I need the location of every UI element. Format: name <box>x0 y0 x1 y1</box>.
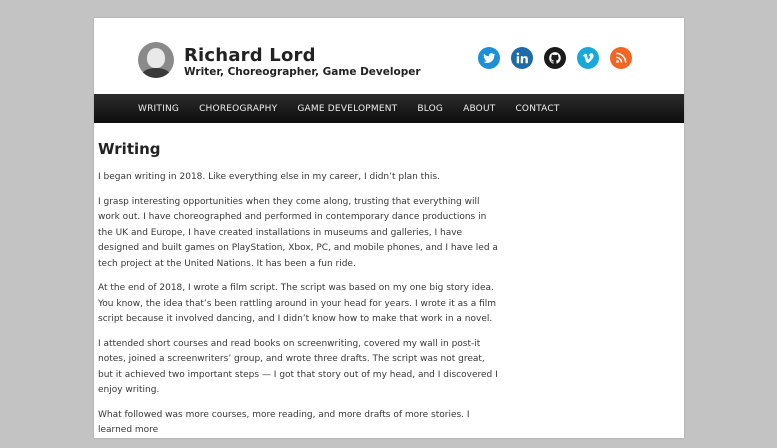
paragraph: I grasp interesting opportunities when they come along, trusting that everything will work out. I have choreographed and performed in contemporary dance productions in the UK and Europe, I have created installations in museums and galleries, I have designed and built games on PlayStation, Xbox, PC, and mobile phones, and I have led a tech project at the United Nations. It has been a fun ride. <box>98 196 498 269</box>
github-icon[interactable] <box>544 47 566 69</box>
main-nav <box>94 94 684 123</box>
github-octocat-shape <box>548 51 562 65</box>
nav-item-game-development[interactable]: GAME DEVELOPMENT <box>297 103 398 114</box>
twitter-bird-shape <box>482 51 496 65</box>
vimeo-shape <box>581 51 595 65</box>
site-title[interactable]: Richard Lord <box>184 45 316 66</box>
avatar-body <box>142 68 170 78</box>
linkedin-shape <box>515 51 529 65</box>
avatar-face <box>147 48 165 68</box>
social-links <box>478 47 632 69</box>
page-heading: Writing <box>98 140 161 158</box>
twitter-icon[interactable] <box>478 47 500 69</box>
site-tagline: Writer, Choreographer, Game Developer <box>184 66 421 78</box>
paragraph: What followed was more courses, more reading, and more drafts of more stories. I learned more <box>98 409 470 435</box>
rss-icon[interactable] <box>610 47 632 69</box>
nav-item-choreography[interactable]: CHOREOGRAPHY <box>199 103 278 114</box>
linkedin-icon[interactable] <box>511 47 533 69</box>
article-content <box>98 140 498 448</box>
nav-item-writing[interactable]: WRITING <box>138 103 180 114</box>
vimeo-icon[interactable] <box>577 47 599 69</box>
paragraph: At the end of 2018, I wrote a film script. The script was based on my one big story idea. You know, the idea that’s been rattling around in your head for years. I wrote it as a film script because it involved dancing, and I didn’t know how to make that work in a novel. <box>98 283 497 324</box>
nav-item-about[interactable]: ABOUT <box>463 103 496 114</box>
paragraph: I began writing in 2018. Like everything else in my career, I didn’t plan this. <box>98 172 440 182</box>
rss-shape <box>614 51 628 65</box>
nav-item-blog[interactable]: BLOG <box>417 103 444 114</box>
paragraph: I attended short courses and read books on screenwriting, covered my wall in post-it notes, joined a screenwriters’ group, and wrote three drafts. The script was not great, but it achieved two important steps — I got that story out of my head, and I discovered I enjoy writing. <box>98 338 498 395</box>
avatar[interactable] <box>138 42 174 78</box>
nav-item-contact[interactable]: CONTACT <box>515 103 560 114</box>
